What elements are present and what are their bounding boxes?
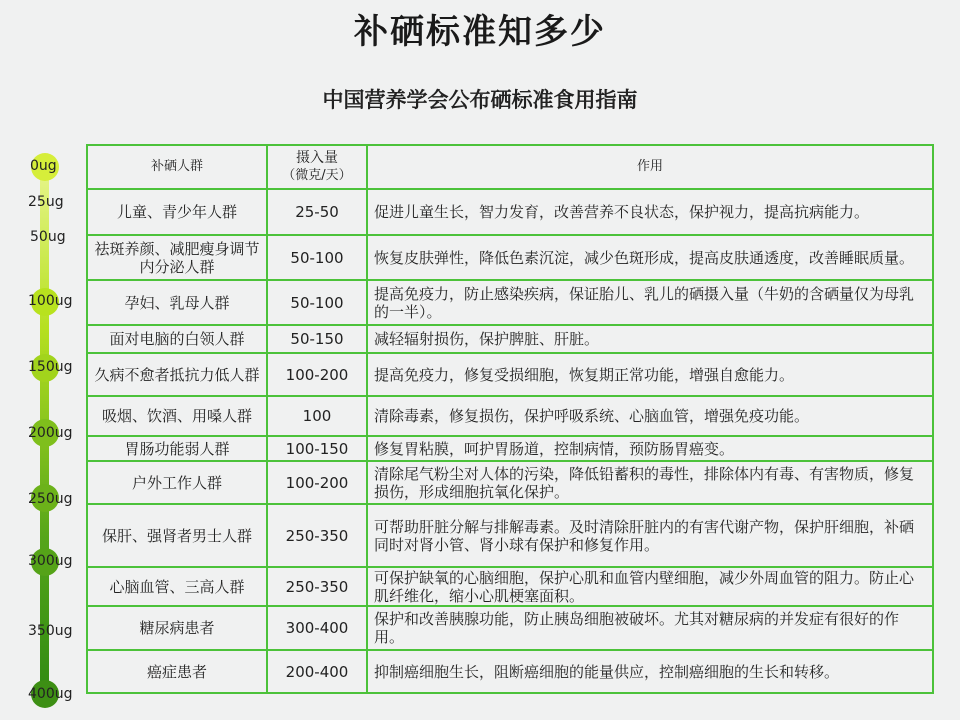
scale-label: 400ug xyxy=(28,686,73,702)
population-group: 胃肠功能弱人群 xyxy=(87,436,267,461)
effect-text: 保护和改善胰腺功能，防止胰岛细胞被破坏。尤其对糖尿病的并发症有很好的作用。 xyxy=(367,606,933,650)
population-group: 户外工作人群 xyxy=(87,461,267,504)
intake-amount: 250-350 xyxy=(267,504,367,567)
effect-text: 抑制癌细胞生长，阻断癌细胞的能量供应，控制癌细胞的生长和转移。 xyxy=(367,650,933,693)
effect-text: 恢复皮肤弹性，降低色素沉淀，减少色斑形成，提高皮肤通透度，改善睡眠质量。 xyxy=(367,235,933,280)
population-group: 心脑血管、三高人群 xyxy=(87,567,267,606)
intake-amount: 50-100 xyxy=(267,280,367,325)
table-row xyxy=(87,567,933,606)
scale-label: 0ug xyxy=(30,158,57,174)
population-group: 糖尿病患者 xyxy=(87,606,267,650)
intake-amount: 300-400 xyxy=(267,606,367,650)
table-row xyxy=(87,189,933,235)
effect-text: 清除毒素，修复损伤，保护呼吸系统、心脑血管，增强免疫功能。 xyxy=(367,396,933,436)
effect-text: 提高免疫力，防止感染疾病，保证胎儿、乳儿的硒摄入量（牛奶的含硒量仅为母乳的一半）。 xyxy=(367,280,933,325)
effect-text: 促进儿童生长，智力发育，改善营养不良状态，保护视力，提高抗病能力。 xyxy=(367,189,933,235)
scale-label: 350ug xyxy=(28,623,73,639)
effect-text: 可保护缺氧的心脑细胞，保护心肌和血管内壁细胞，减少外周血管的阻力。防止心肌纤维化，缩小心肌梗塞面积。 xyxy=(367,567,933,606)
scale-label: 150ug xyxy=(28,359,73,375)
intake-amount: 100-200 xyxy=(267,353,367,396)
population-group: 吸烟、饮酒、用嗓人群 xyxy=(87,396,267,436)
table-row xyxy=(87,606,933,650)
intake-amount: 100-150 xyxy=(267,436,367,461)
population-group: 癌症患者 xyxy=(87,650,267,693)
scale-label: 200ug xyxy=(28,425,73,441)
population-group: 面对电脑的白领人群 xyxy=(87,325,267,353)
intake-amount: 100-200 xyxy=(267,461,367,504)
table-row xyxy=(87,650,933,693)
intake-amount: 50-100 xyxy=(267,235,367,280)
intake-amount: 200-400 xyxy=(267,650,367,693)
effect-text: 提高免疫力，修复受损细胞，恢复期正常功能，增强自愈能力。 xyxy=(367,353,933,396)
population-group: 保肝、强肾者男士人群 xyxy=(87,504,267,567)
scale-label: 25ug xyxy=(28,194,64,210)
page-subtitle: 中国营养学会公布硒标准食用指南 xyxy=(322,88,638,112)
selenium-scale xyxy=(0,0,90,720)
population-group: 祛斑养颜、减肥瘦身调节内分泌人群 xyxy=(87,235,267,280)
scale-label: 100ug xyxy=(28,293,73,309)
population-group: 孕妇、乳母人群 xyxy=(87,280,267,325)
table-row xyxy=(87,280,933,325)
selenium-guide-table xyxy=(86,144,934,694)
scale-label: 250ug xyxy=(28,491,73,507)
intake-amount: 250-350 xyxy=(267,567,367,606)
scale-label: 50ug xyxy=(30,229,66,245)
effect-text: 减轻辐射损伤，保护脾脏、肝脏。 xyxy=(367,325,933,353)
table-row xyxy=(87,436,933,461)
table-row xyxy=(87,461,933,504)
population-group: 久病不愈者抵抗力低人群 xyxy=(87,353,267,396)
table-row xyxy=(87,504,933,567)
effect-text: 清除尾气粉尘对人体的污染，降低铅蓄积的毒性，排除体内有毒、有害物质，修复损伤，形成细胞抗氧化保护。 xyxy=(367,461,933,504)
population-group: 儿童、青少年人群 xyxy=(87,189,267,235)
table-row xyxy=(87,325,933,353)
header-amount: 摄入量 （微克/天） xyxy=(267,145,367,189)
scale-label: 300ug xyxy=(28,553,73,569)
table-row xyxy=(87,396,933,436)
effect-text: 可帮助肝脏分解与排解毒素。及时清除肝脏内的有害代谢产物，保护肝细胞，补硒同时对肾小管、肾小球有保护和修复作用。 xyxy=(367,504,933,567)
page-title: 补硒标准知多少 xyxy=(354,12,606,52)
intake-amount: 50-150 xyxy=(267,325,367,353)
table-row xyxy=(87,235,933,280)
header-effect: 作用 xyxy=(367,145,933,189)
table-row xyxy=(87,353,933,396)
intake-amount: 25-50 xyxy=(267,189,367,235)
header-group: 补硒人群 xyxy=(87,145,267,189)
effect-text: 修复胃粘膜，呵护胃肠道，控制病情，预防肠胃癌变。 xyxy=(367,436,933,461)
table-header-row xyxy=(87,145,933,189)
intake-amount: 100 xyxy=(267,396,367,436)
